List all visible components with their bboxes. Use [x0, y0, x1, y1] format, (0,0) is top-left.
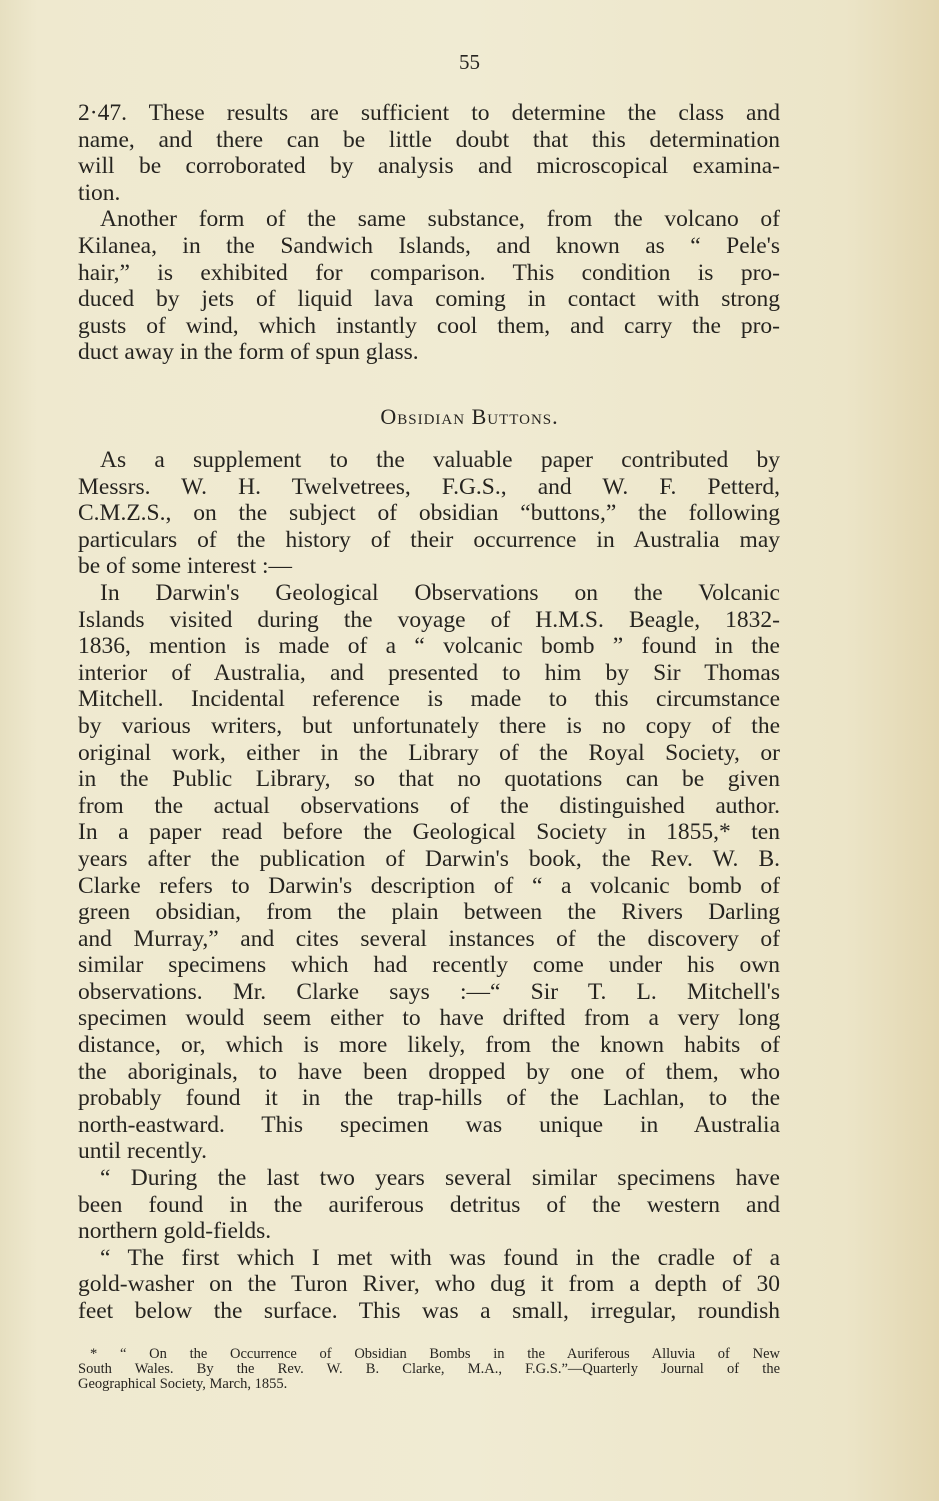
- text-line: from the actual observations of the distinguished author.: [78, 792, 780, 819]
- text-line: years after the publication of Darwin's book, the Rev. W. B.: [78, 845, 780, 872]
- paragraph: [78, 580, 780, 1165]
- text-line: interior of Australia, and presented to him by Sir Thomas: [78, 659, 780, 686]
- section-body: [78, 447, 780, 1325]
- text-line: Mitchell. Incidental reference is made to this circumstance: [78, 686, 780, 713]
- text-line: and Murray,” and cites several instances of the discovery of: [78, 925, 780, 952]
- text-line: C.M.Z.S., on the subject of obsidian “buttons,” the following: [78, 500, 780, 527]
- text-line: Kilanea, in the Sandwich Islands, and known as “ Pele's: [78, 232, 780, 259]
- text-line: duced by jets of liquid lava coming in contact with strong: [78, 286, 780, 313]
- text-line: specimen would seem either to have drifted from a very long: [78, 1005, 780, 1032]
- text-line: gusts of wind, which instantly cool them, and carry the pro-: [78, 312, 780, 339]
- text-line: original work, either in the Library of the Royal Society, or: [78, 739, 780, 766]
- text-line: duct away in the form of spun glass.: [78, 339, 419, 366]
- footnote-line: Geographical Society, March, 1855.: [78, 1376, 288, 1392]
- text-line: Islands visited during the voyage of H.M.S. Beagle, 1832-: [78, 606, 780, 633]
- text-line: the aboriginals, to have been dropped by one of them, who: [78, 1058, 780, 1085]
- text-line: similar specimens which had recently come under his own: [78, 952, 780, 979]
- text-line: by various writers, but unfortunately there is no copy of the: [78, 712, 780, 739]
- text-line: In a paper read before the Geological Society in 1855,* ten: [78, 819, 780, 846]
- text-line: “ The first which I met with was found in the cradle of a: [100, 1244, 780, 1271]
- paragraph: [78, 1245, 780, 1325]
- text-line: name, and there can be little doubt that this determination: [78, 126, 780, 153]
- text-line: feet below the surface. This was a small, irregular, roundish: [78, 1298, 780, 1324]
- text-line: 2·47. These results are sufficient to determine the class and: [78, 100, 780, 126]
- page-number: 55: [459, 50, 480, 74]
- text-line: will be corroborated by analysis and microscopical examina-: [78, 153, 780, 180]
- text-line: until recently.: [78, 1138, 207, 1165]
- text-line: particulars of the history of their occurrence in Australia may: [78, 526, 780, 553]
- paragraph: [78, 1165, 780, 1245]
- text-line: In Darwin's Geological Observations on the Volcanic: [100, 579, 780, 606]
- text-line: green obsidian, from the plain between the Rivers Darling: [78, 899, 780, 926]
- opening-paragraphs: [78, 100, 780, 366]
- text-line: “ During the last two years several similar specimens have: [100, 1165, 780, 1192]
- text-line: been found in the auriferous detritus of the western and: [78, 1191, 780, 1218]
- text-line: As a supplement to the valuable paper contributed by: [100, 447, 780, 473]
- text-line: north-eastward. This specimen was unique in Australia: [78, 1111, 780, 1138]
- text-line: Clarke refers to Darwin's description of “ a volcanic bomb of: [78, 872, 780, 899]
- footnote-line: * “ On the Occurrence of Obsidian Bombs in the Auriferous Alluvia of New: [90, 1346, 780, 1362]
- text-line: Messrs. W. H. Twelvetrees, F.G.S., and W. F. Petterd,: [78, 473, 780, 500]
- footnote-line: South Wales. By the Rev. W. B. Clarke, M.A., F.G.S.”—Quarterly Journal of the: [78, 1361, 780, 1377]
- text-line: tion.: [78, 179, 121, 206]
- text-line: northern gold-fields.: [78, 1218, 272, 1245]
- section-heading: Obsidian Buttons.: [380, 404, 559, 429]
- text-line: hair,” is exhibited for comparison. This condition is pro-: [78, 259, 780, 286]
- text-line: be of some interest :—: [78, 553, 293, 580]
- text-line: gold-washer on the Turon River, who dug it from a depth of 30: [78, 1271, 780, 1298]
- text-line: 1836, mention is made of a “ volcanic bomb ” found in the: [78, 633, 780, 660]
- text-line: observations. Mr. Clarke says :—“ Sir T. L. Mitchell's: [78, 978, 780, 1005]
- text-line: distance, or, which is more likely, from the known habits of: [78, 1032, 780, 1059]
- text-line: probably found it in the trap-hills of the Lachlan, to the: [78, 1085, 780, 1112]
- text-line: in the Public Library, so that no quotations can be given: [78, 766, 780, 793]
- text-line: Another form of the same substance, from the volcano of: [100, 206, 780, 233]
- paragraph: [78, 447, 780, 580]
- footnote: [78, 1347, 780, 1392]
- paragraph: [78, 206, 780, 366]
- paragraph: [78, 100, 780, 206]
